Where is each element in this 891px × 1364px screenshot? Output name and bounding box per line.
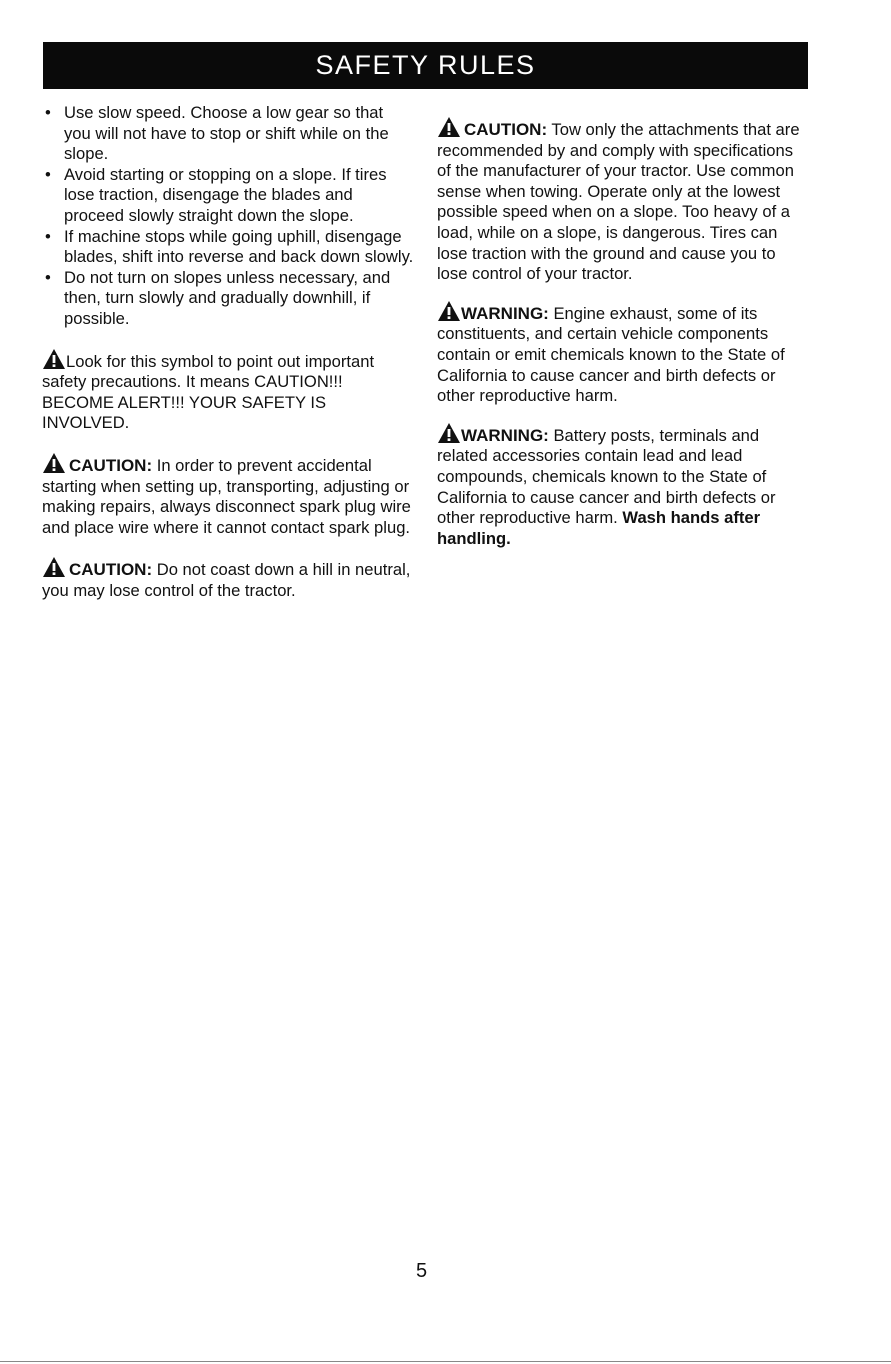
caution-label: CAUTION:: [69, 455, 153, 475]
list-item-text: Avoid starting or stopping on a slope. If tires lose traction, disengage the blades and proceed slowly straight down the slope.: [64, 164, 387, 225]
warning-battery: [437, 422, 805, 550]
caution-text: Do not coast down a hill in neutral, you may lose control of the tractor.: [42, 560, 411, 600]
warning-exhaust: [437, 300, 805, 407]
caution-towing: [437, 116, 805, 285]
warning-text: Engine exhaust, some of its constituents, and certain vehicle components contain or emit chemicals known to the State of California to cause cancer and birth defects or other reproductive harm.: [437, 303, 785, 406]
list-item: [42, 103, 414, 165]
bullet-icon: •: [45, 226, 51, 246]
warning-triangle-icon: [437, 116, 461, 138]
warning-label: WARNING:: [461, 303, 549, 323]
bullet-icon: •: [45, 103, 51, 122]
left-column: [42, 103, 414, 601]
section-header-bar: [43, 42, 808, 89]
caution-label: CAUTION:: [464, 120, 548, 139]
right-column: [437, 103, 805, 549]
list-item: [42, 165, 414, 227]
page-number: 5: [415, 1260, 428, 1282]
caution-text: In order to prevent accidental starting when setting up, transporting, adjusting or making repairs, always disconnect spark plug wire and place wire where it cannot contact spark plug.: [42, 455, 411, 537]
warning-triangle-icon: [437, 300, 461, 322]
symbol-note: [42, 348, 414, 434]
warning-triangle-icon: [42, 556, 66, 578]
warning-text: Battery posts, terminals and related accessories contain lead and lead compounds, chemicals known to the State of California to cause cancer and birth defects or other reproductive harm.: [437, 425, 776, 528]
list-item-text: Do not turn on slopes unless necessary, and then, turn slowly and gradually downhill, if possible.: [64, 267, 391, 328]
page-bottom-edge: [0, 1361, 891, 1362]
warning-triangle-icon: [42, 348, 66, 370]
caution-text: Tow only the attachments that are recommended by and comply with specifications of the manufacturer of your tractor. Use common sense when towing. Operate only at the lowest possible speed when on a slope. Too heavy of a load, while on a slope, is dangerous. Tires can lose traction with the ground and cause you to lose control of your tractor.: [437, 120, 800, 284]
list-item: [42, 227, 414, 268]
symbol-note-text: Look for this symbol to point out important safety precautions. It means CAUTION!!! BECOME ALERT!!! YOUR SAFETY IS INVOLVED.: [42, 351, 375, 433]
wash-hands-note: Wash hands after handling.: [437, 508, 761, 548]
warning-label: WARNING:: [461, 425, 549, 445]
section-title: SAFETY RULES: [315, 50, 536, 80]
warning-triangle-icon: [437, 422, 461, 444]
bullet-icon: •: [45, 267, 51, 287]
caution-coast: [42, 556, 414, 601]
bullet-icon: •: [45, 164, 51, 184]
list-item-text: If machine stops while going uphill, disengage blades, shift into reverse and back down slowly.: [64, 226, 414, 267]
caution-setup: [42, 452, 414, 538]
list-item: [42, 268, 414, 330]
warning-triangle-icon: [42, 452, 66, 474]
list-item-text: Use slow speed. Choose a low gear so that you will not have to stop or shift while on the slope.: [64, 103, 389, 164]
caution-label: CAUTION:: [69, 560, 153, 580]
slope-safety-list: [42, 103, 414, 330]
